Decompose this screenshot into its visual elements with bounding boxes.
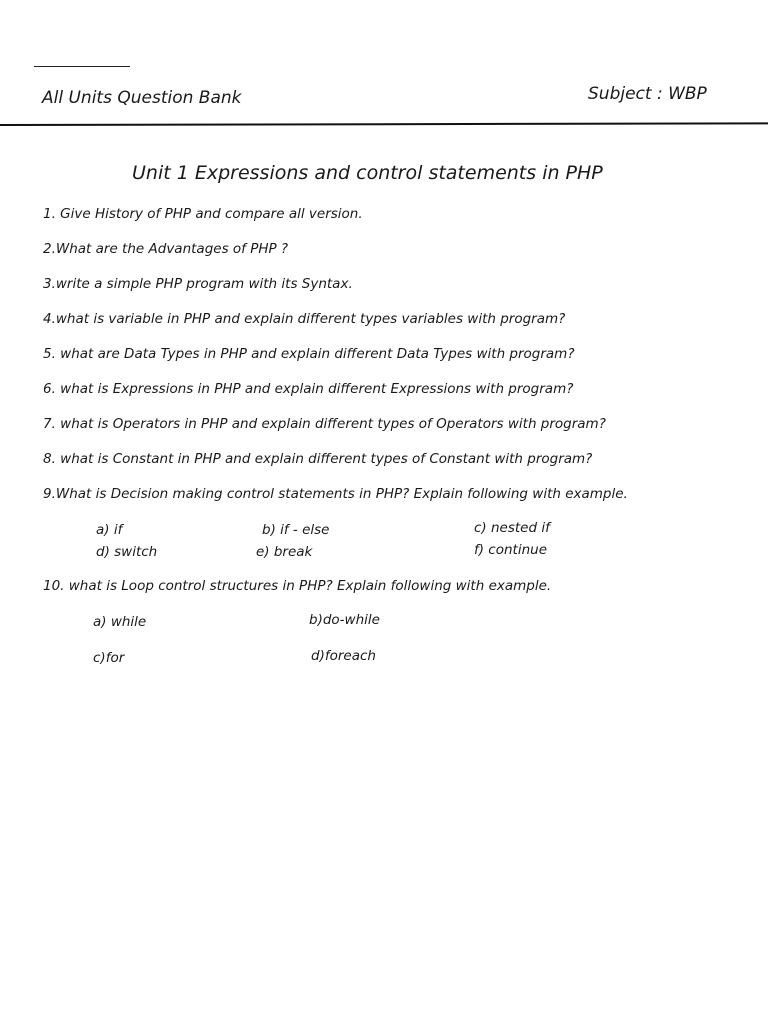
q10-option-a: a) while (93, 614, 147, 630)
header-subject: Subject : WBP (588, 84, 707, 104)
q9-option-e: e) break (256, 544, 313, 560)
q9-option-b: b) if - else (262, 522, 330, 538)
question-4: 4.what is variable in PHP and explain different types variables with program? (43, 311, 566, 327)
q9-option-d: d) switch (96, 544, 158, 560)
top-short-rule (34, 66, 130, 67)
question-10: 10. what is Loop control structures in PHP? Explain following with example. (43, 578, 552, 594)
question-7: 7. what is Operators in PHP and explain different types of Operators with program? (43, 416, 606, 432)
header-left-title: All Units Question Bank (42, 88, 242, 108)
question-3: 3.write a simple PHP program with its Syntax. (43, 276, 353, 292)
question-6: 6. what is Expressions in PHP and explain different Expressions with program? (43, 381, 574, 397)
q10-option-d: d)foreach (311, 648, 376, 664)
question-5: 5. what are Data Types in PHP and explain different Data Types with program? (43, 346, 575, 362)
header-divider (0, 122, 768, 126)
q10-option-b: b)do-while (309, 612, 380, 628)
q9-option-f: f) continue (474, 542, 548, 558)
question-8: 8. what is Constant in PHP and explain different types of Constant with program? (43, 451, 593, 467)
unit-title: Unit 1 Expressions and control statements in PHP (132, 162, 603, 184)
question-1: 1. Give History of PHP and compare all version. (43, 206, 363, 222)
q9-option-c: c) nested if (474, 520, 550, 536)
q9-option-a: a) if (96, 522, 123, 538)
question-2: 2.What are the Advantages of PHP ? (43, 241, 289, 257)
question-9: 9.What is Decision making control statements in PHP? Explain following with example. (43, 486, 628, 502)
q10-option-c: c)for (93, 650, 125, 666)
